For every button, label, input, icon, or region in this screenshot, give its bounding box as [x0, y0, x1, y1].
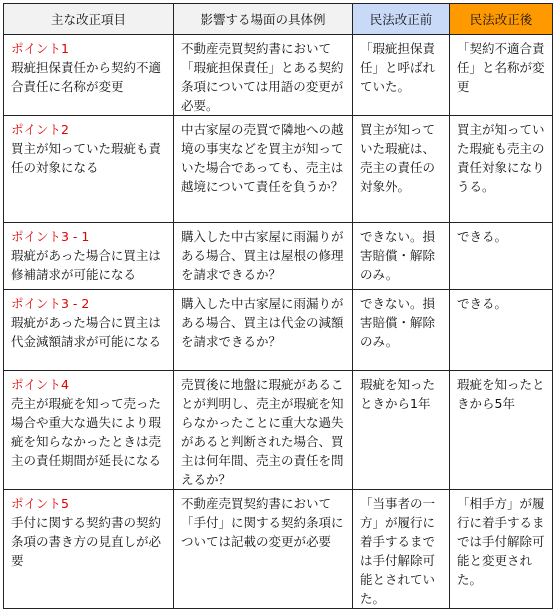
point-label: ポイント3 - 2 — [11, 296, 90, 311]
after-cell: 瑕疵を知ったときから5年 — [450, 371, 553, 490]
point-description: 瑕疵担保責任から契約不適合責任に名称が変更 — [11, 60, 162, 94]
example-cell: 中古家屋の売買で隣地への越境の事実などを買主が知っていた場合であっても、売主は越境について責任を負うか？ — [174, 116, 353, 223]
example-cell: 不動産売買契約書において「手付」に関する契約条項については記載の変更が必要 — [174, 490, 353, 609]
item-cell — [4, 371, 174, 490]
example-cell: 売買後に地盤に瑕疵があることが判明し、売主が瑕疵を知らなかったことに重大な過失があると判断された場合、買主は何年間、売主の責任を問えるか？ — [174, 371, 353, 490]
before-cell: 買主が知っていた瑕疵は、売主の責任の対象外。 — [353, 116, 450, 223]
header-item: 主な改正項目 — [4, 4, 174, 35]
item-cell — [4, 223, 174, 290]
after-cell: 「相手方」が履行に着手するまでは手付解除可能と変更された。 — [450, 490, 553, 609]
after-cell: できる。 — [450, 290, 553, 371]
point-label: ポイント4 — [11, 377, 69, 392]
before-cell: 「瑕疵担保責任」と呼ばれていた。 — [353, 35, 450, 116]
header-row — [4, 4, 553, 35]
after-cell: 「契約不適合責任」と名称が変更 — [450, 35, 553, 116]
example-cell: 購入した中古家屋に雨漏りがある場合、買主は屋根の修理を請求できるか？ — [174, 223, 353, 290]
table-row — [4, 490, 553, 609]
before-cell: 瑕疵を知ったときから1年 — [353, 371, 450, 490]
after-cell: 買主が知っていた瑕疵も売主の責任対象になりうる。 — [450, 116, 553, 223]
before-cell: 「当事者の一方」が履行に着手するまでは手付解除可能とされていた。 — [353, 490, 450, 609]
table-row — [4, 223, 553, 290]
point-label: ポイント2 — [11, 122, 69, 137]
table-row — [4, 35, 553, 116]
point-description: 瑕疵があった場合に買主は代金減額請求が可能になる — [11, 315, 162, 349]
point-label: ポイント5 — [11, 496, 69, 511]
civil-law-revision-table — [3, 3, 553, 609]
after-cell: できる。 — [450, 223, 553, 290]
table-row — [4, 371, 553, 490]
table-row — [4, 116, 553, 223]
table-row — [4, 290, 553, 371]
point-description: 瑕疵があった場合に買主は修補請求が可能になる — [11, 248, 161, 282]
example-cell: 不動産売買契約書において「瑕疵担保責任」とある契約条項については用語の変更が必要。 — [174, 35, 353, 116]
point-description: 手付に関する契約書の契約条項の書き方の見直しが必要 — [11, 515, 162, 568]
header-after: 民法改正後 — [450, 4, 553, 35]
example-cell: 購入した中古家屋に雨漏りがある場合、買主は代金の減額を請求できるか？ — [174, 290, 353, 371]
header-example: 影響する場面の具体例 — [174, 4, 353, 35]
header-before: 民法改正前 — [353, 4, 450, 35]
before-cell: できない。損害賠償・解除のみ。 — [353, 223, 450, 290]
before-cell: できない。損害賠償・解除のみ。 — [353, 290, 450, 371]
point-label: ポイント3 - 1 — [11, 229, 90, 244]
point-description: 買主が知っていた瑕疵も責任の対象になる — [11, 141, 162, 175]
item-cell — [4, 116, 174, 223]
point-label: ポイント1 — [11, 41, 69, 56]
item-cell — [4, 290, 174, 371]
item-cell — [4, 35, 174, 116]
item-cell — [4, 490, 174, 609]
point-description: 売主が瑕疵を知って売った場合や重大な過失により瑕疵を知らなかったときは売主の責任期間が延長になる — [11, 396, 162, 468]
